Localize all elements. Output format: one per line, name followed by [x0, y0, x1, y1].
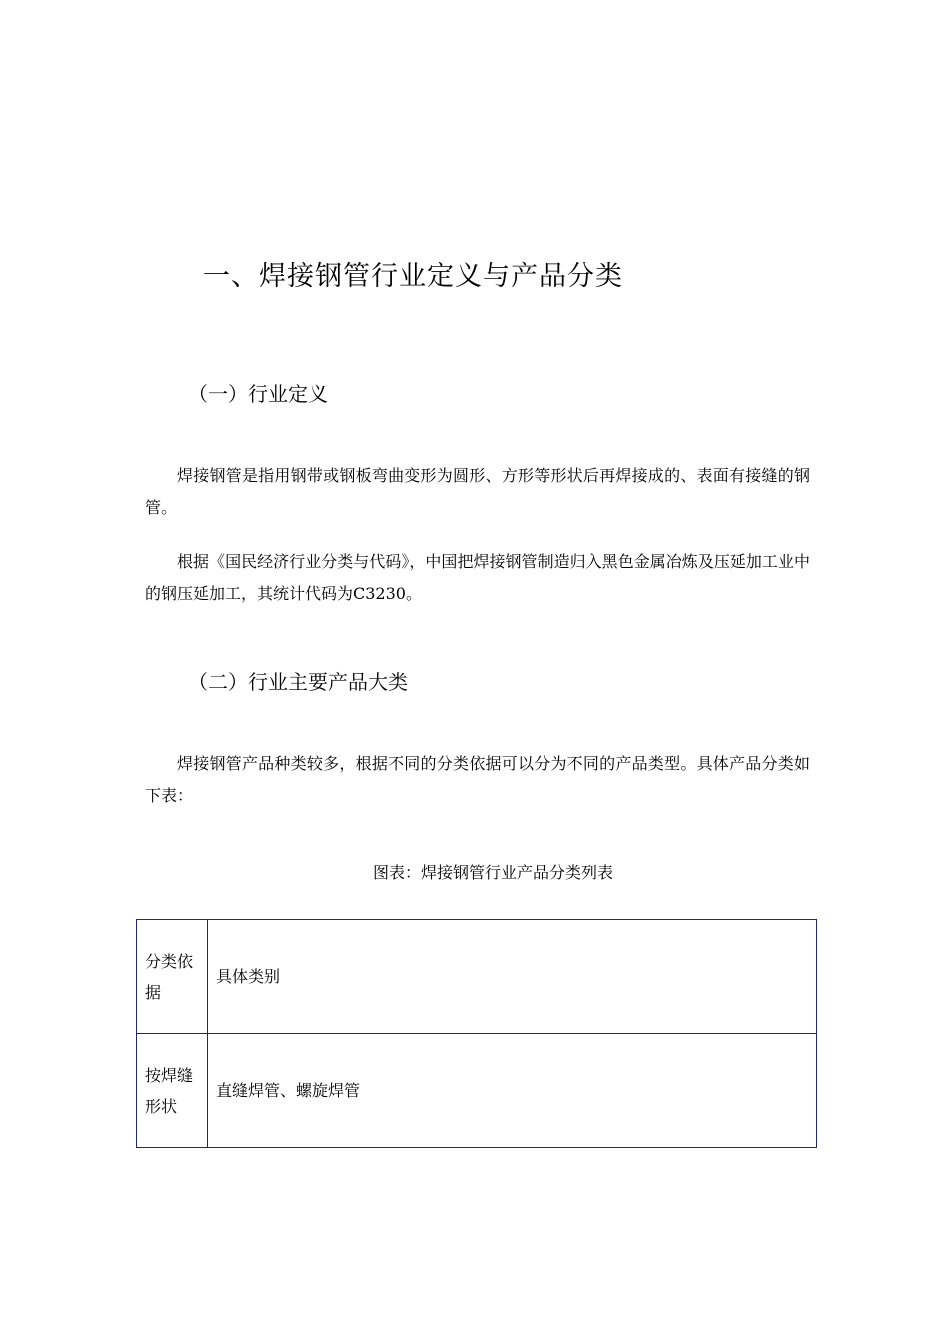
table-cell-basis: 按焊缝形状: [137, 1034, 208, 1148]
table-cell-basis: 分类依据: [137, 920, 208, 1034]
products-paragraph: 焊接钢管产品种类较多，根据不同的分类依据可以分为不同的产品类型。具体产品分类如下表：: [145, 754, 810, 805]
table-caption: 图表：焊接钢管行业产品分类列表: [372, 863, 613, 882]
definition-paragraph: 焊接钢管是指用钢带或钢板弯曲变形为圆形、方形等形状后再焊接成的、表面有接缝的钢管。: [145, 466, 810, 517]
section-heading-definition: （一）行业定义: [188, 382, 328, 406]
table-row: [137, 920, 817, 1034]
chapter-heading: 一、焊接钢管行业定义与产品分类: [203, 261, 623, 292]
product-classification-table: [136, 919, 817, 1148]
table-cell-category: 直缝焊管、螺旋焊管: [208, 1034, 817, 1148]
table-row: [137, 1034, 817, 1148]
section-heading-products: （二）行业主要产品大类: [188, 670, 408, 694]
classification-code-paragraph: 根据《国民经济行业分类与代码》，中国把焊接钢管制造归入黑色金属冶炼及压延加工业中的钢压延加工，其统计代码为C3230。: [145, 552, 810, 603]
table-cell-category: 具体类别: [208, 920, 817, 1034]
